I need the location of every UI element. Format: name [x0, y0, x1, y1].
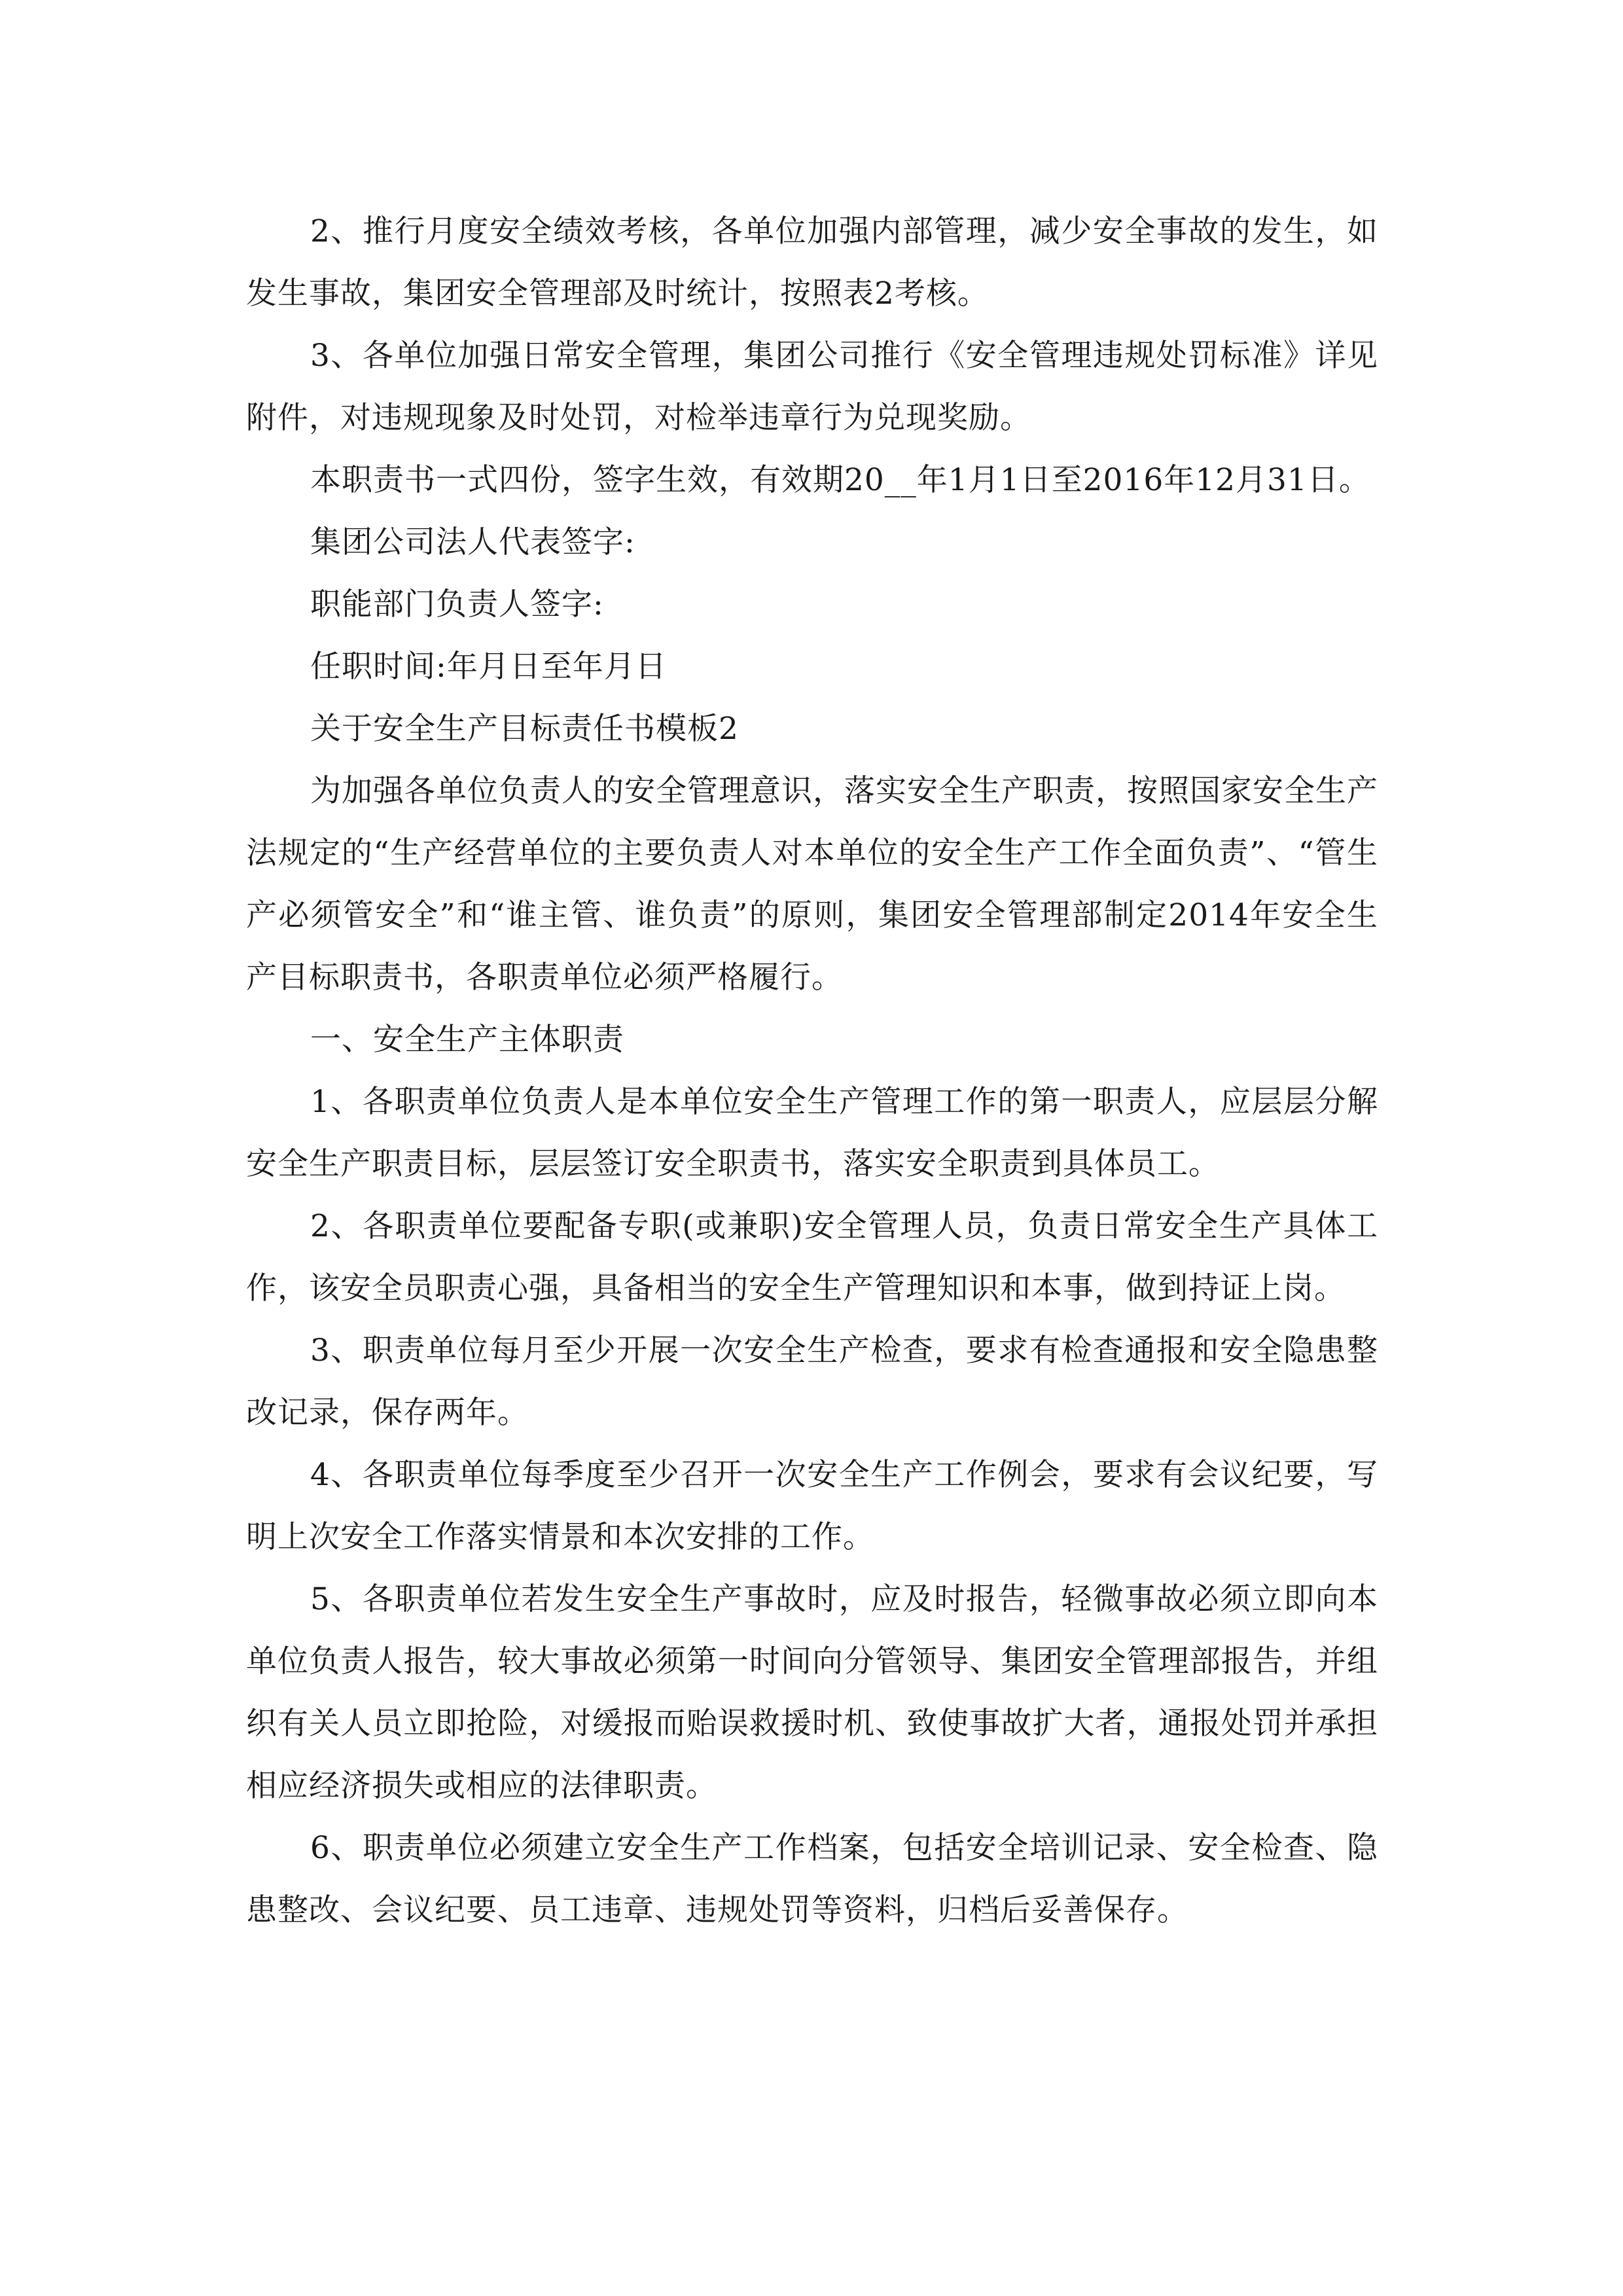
paragraph-item-6: 6、职责单位必须建立安全生产工作档案，包括安全培训记录、安全检查、隐患整改、会议纪要、员工违章、违规处罚等资料，归档后妥善保存。	[246, 1830, 1378, 1928]
paragraph-introduction: 为加强各单位负责人的安全管理意识，落实安全生产职责，按照国家安全生产法规定的“生产经营单位的主要负责人对本单位的安全生产工作全面负责”、“管生产必须管安全”和“谁主管、谁负责”的原则，集团安全管理部制定2014年安全生产目标职责书，各职责单位必须严格履行。	[246, 773, 1378, 996]
term-of-office-line: 任职时间:年月日至年月日	[310, 649, 667, 685]
paragraph-item-3: 3、职责单位每月至少开展一次安全生产检查，要求有检查通报和安全隐患整改记录，保存两年。	[246, 1333, 1378, 1431]
section-title-template-2: 关于安全生产目标责任书模板2	[310, 711, 739, 747]
heading-main-responsibilities: 一、安全生产主体职责	[310, 1022, 624, 1058]
paragraph-item-2: 2、各职责单位要配备专职(或兼职)安全管理人员，负责日常安全生产具体工作，该安全员职责心强，具备相当的安全生产管理知识和本事，做到持证上岗。	[246, 1208, 1378, 1306]
signature-line-legal-rep: 集团公司法人代表签字:	[310, 524, 635, 560]
paragraph-item-5: 5、各职责单位若发生安全生产事故时，应及时报告，轻微事故必须立即向本单位负责人报告，较大事故必须第一时间向分管领导、集团安全管理部报告，并组织有关人员立即抢险，对缓报而贻误救援时机、致使事故扩大者，通报处罚并承担相应经济损失或相应的法律职责。	[246, 1581, 1378, 1804]
document-body	[246, 200, 1378, 1941]
paragraph-validity-period: 本职责书一式四份，签字生效，有效期20__年1月1日至2016年12月31日。	[310, 462, 1370, 498]
paragraph-item-1: 1、各职责单位负责人是本单位安全生产管理工作的第一职责人，应层层分解安全生产职责目标，层层签订安全职责书，落实安全职责到具体员工。	[246, 1084, 1378, 1182]
signature-line-department-head: 职能部门负责人签字:	[310, 586, 604, 622]
paragraph-daily-management: 3、各单位加强日常安全管理，集团公司推行《安全管理违规处罚标准》详见附件，对违规现象及时处罚，对检举违章行为兑现奖励。	[246, 338, 1378, 436]
paragraph-item-4: 4、各职责单位每季度至少召开一次安全生产工作例会，要求有会议纪要，写明上次安全工作落实情景和本次安排的工作。	[246, 1457, 1378, 1555]
paragraph-performance-assessment: 2、推行月度安全绩效考核，各单位加强内部管理，减少安全事故的发生，如发生事故，集团安全管理部及时统计，按照表2考核。	[246, 213, 1378, 312]
